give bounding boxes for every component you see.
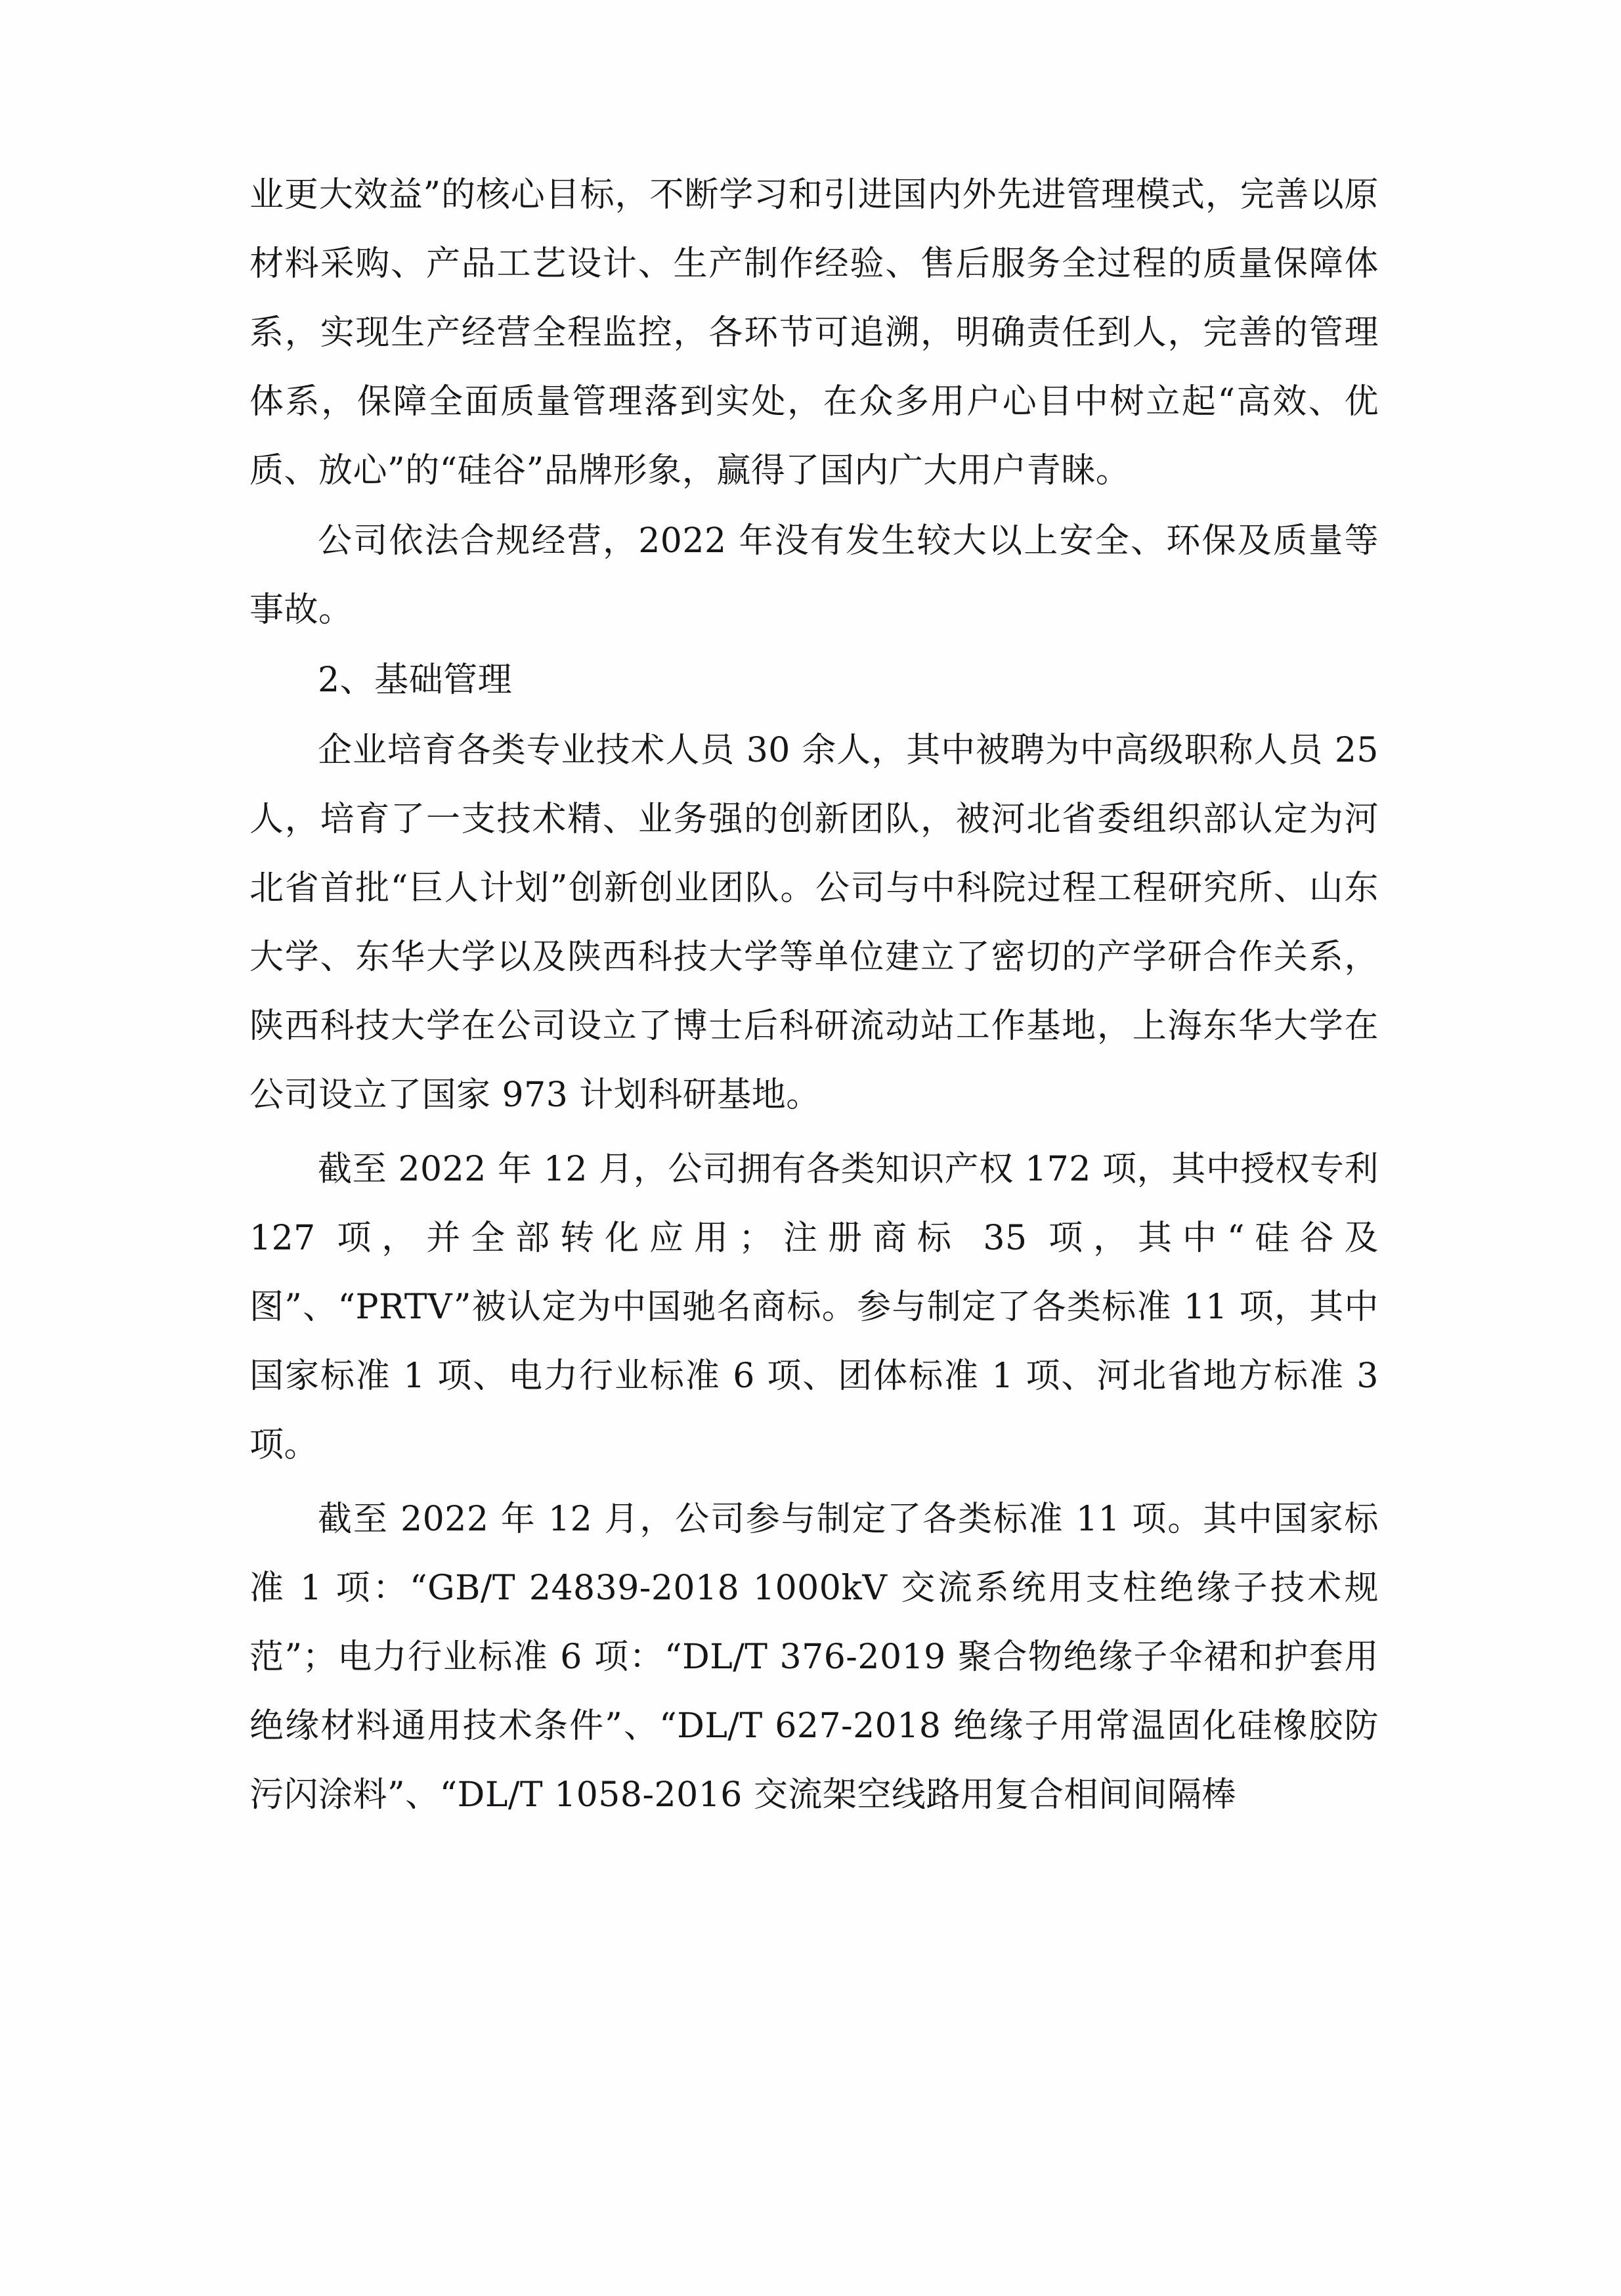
paragraph-1: 业更大效益”的核心目标，不断学习和引进国内外先进管理模式，完善以原材料采购、产品工艺设计、生产制作经验、售后服务全过程的质量保障体系，实现生产经营全程监控，各环节可追溯，明确责任到人，完善的管理体系，保障全面质量管理落到实处，在众多用户心目中树立起“高效、优质、放心”的“硅谷”品牌形象，赢得了国内广大用户青睐。	[249, 175, 1379, 490]
paragraph-5: 截至 2022 年 12 月，公司拥有各类知识产权 172 项，其中授权专利 127 项，并全部转化应用；注册商标 35 项，其中“硅谷及图”、“PRTV”被认定为中国驰名商标。参与制定了各类标准 11 项，其中国家标准 1 项、电力行业标准 6 项、团体标准 1 项、河北省地方标准 3 项。	[249, 1150, 1379, 1465]
page-text-body	[249, 161, 1379, 1830]
paragraph-2: 公司依法合规经营，2022 年没有发生较大以上安全、环保及质量等事故。	[249, 521, 1379, 630]
paragraph-4: 企业培育各类专业技术人员 30 余人，其中被聘为中高级职称人员 25 人，培育了一支技术精、业务强的创新团队，被河北省委组织部认定为河北省首批“巨人计划”创新创业团队。公司与中科院过程工程研究所、山东大学、东华大学以及陕西科技大学等单位建立了密切的产学研合作关系，陕西科技大学在公司设立了博士后科研流动站工作基地，上海东华大学在公司设立了国家 973 计划科研基地。	[249, 731, 1379, 1115]
paragraph-6: 截至 2022 年 12 月，公司参与制定了各类标准 11 项。其中国家标准 1 项：“GB/T 24839-2018 1000kV 交流系统用支柱绝缘子技术规范”；电力行业标准 6 项：“DL/T 376-2019 聚合物绝缘子伞裙和护套用绝缘材料通用技术条件”、“DL/T 627-2018 绝缘子用常温固化硅橡胶防污闪涂料”、“DL/T 1058-2016 交流架空线路用复合相间间隔棒	[249, 1500, 1379, 1815]
section-heading-basic-management: 2、基础管理	[318, 661, 513, 700]
